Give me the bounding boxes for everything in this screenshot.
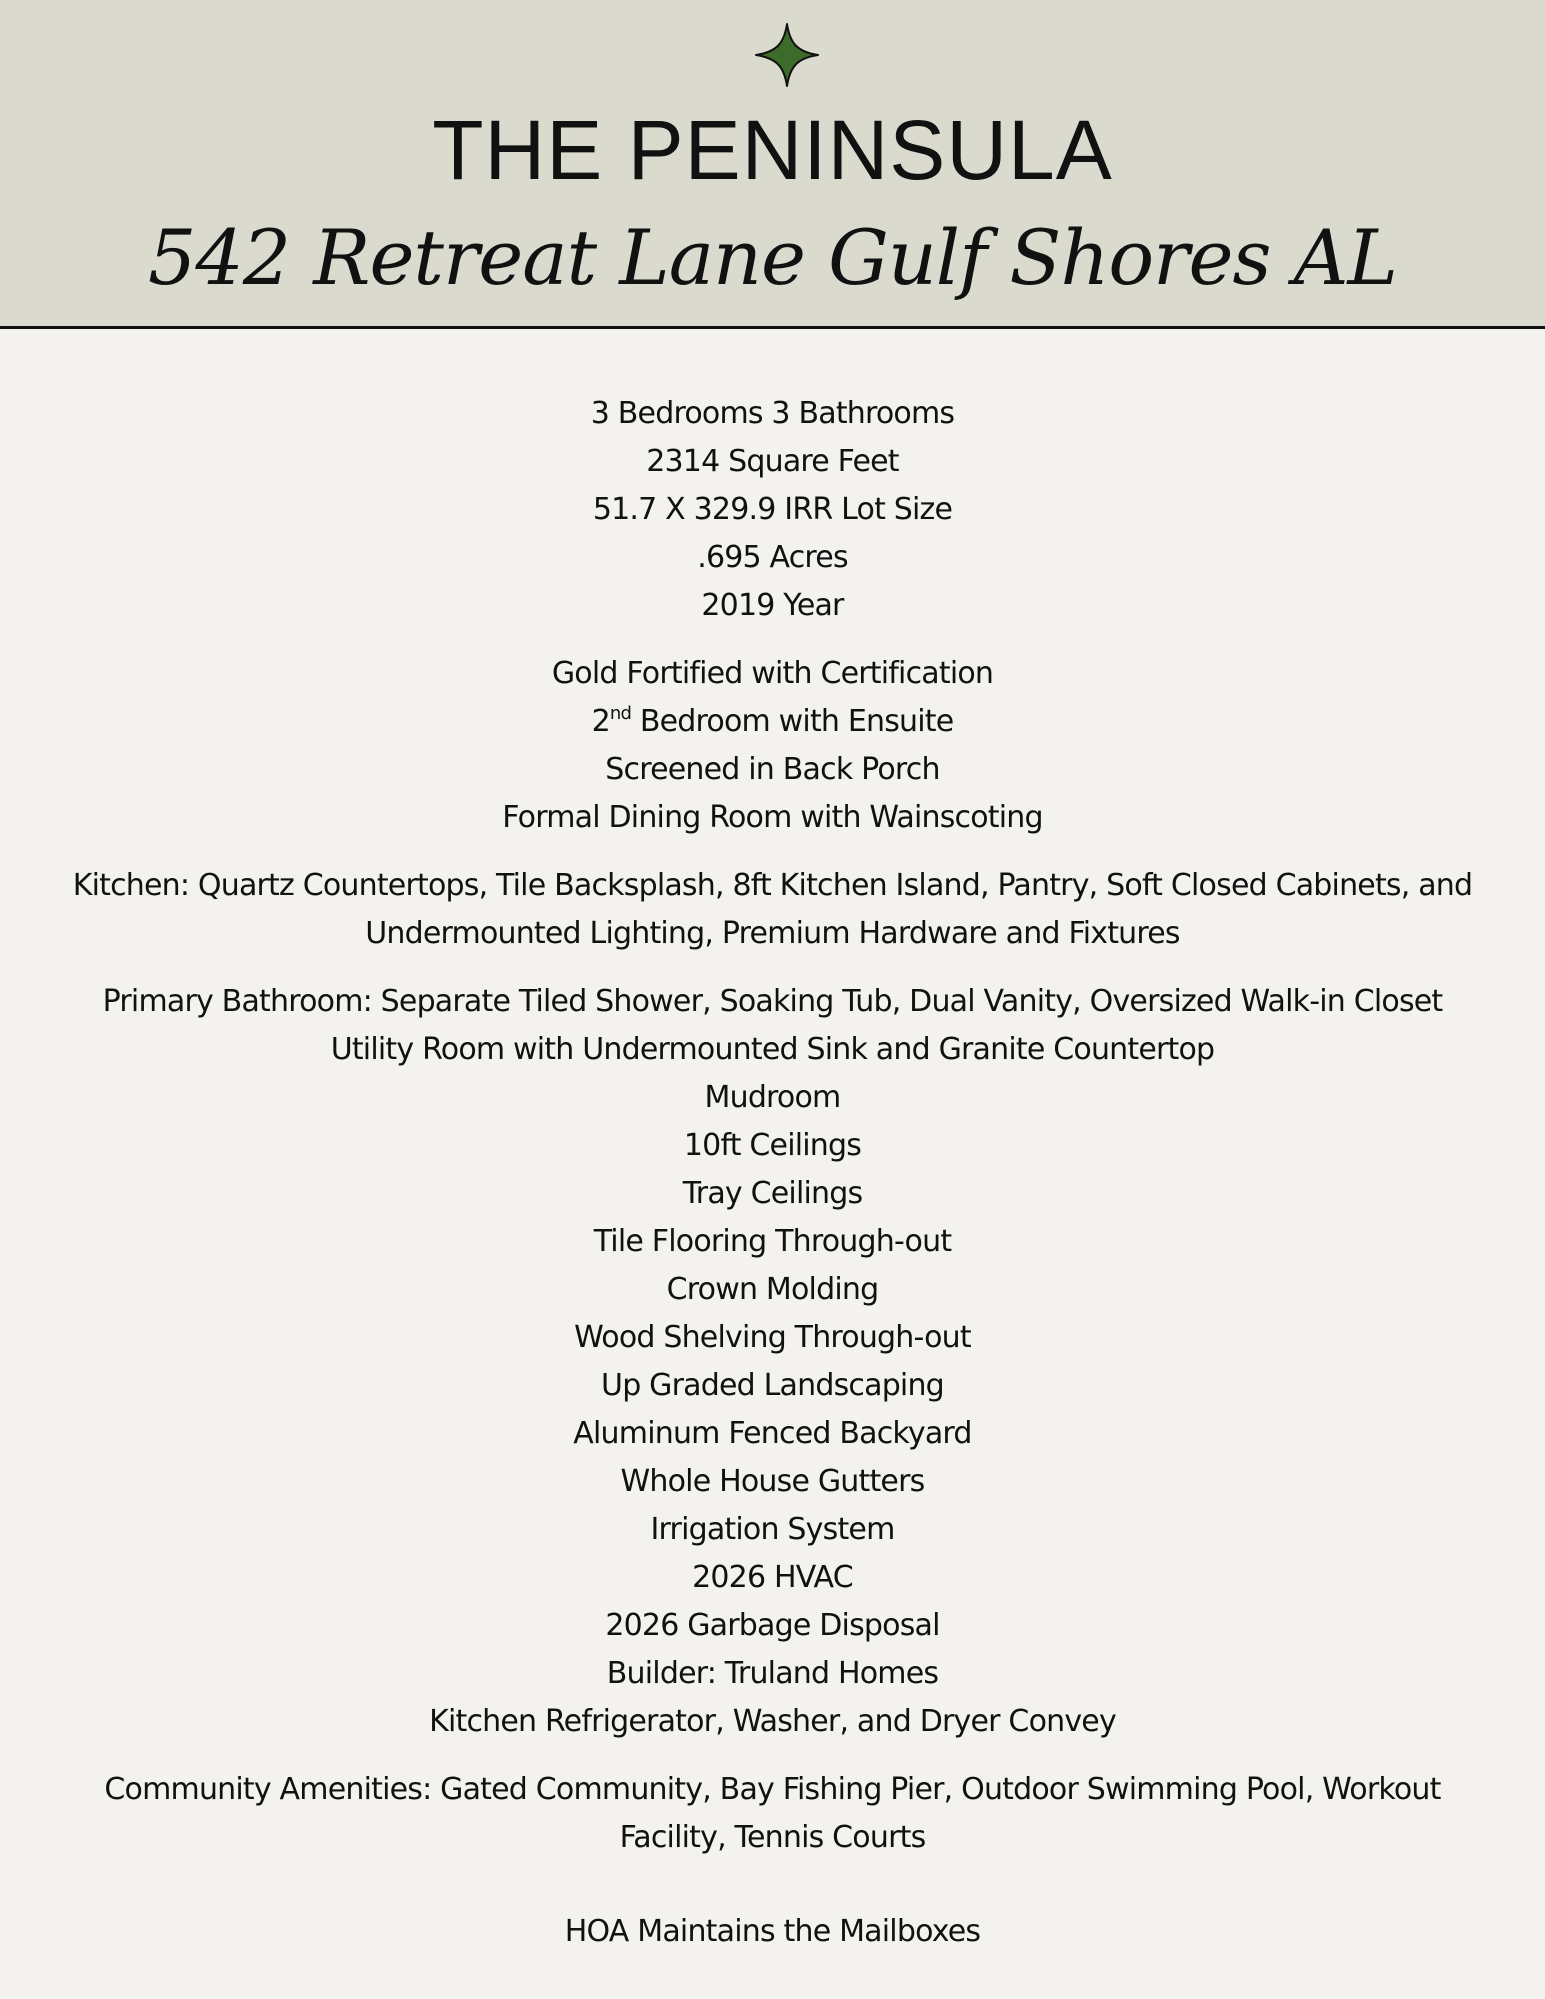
- feature-item: Primary Bathroom: Separate Tiled Shower, Soaking Tub, Dual Vanity, Oversized Walk-in Closet: [102, 984, 1443, 1019]
- spec-year: 2019 Year: [701, 588, 844, 623]
- feature-item: Tray Ceilings: [682, 1176, 863, 1211]
- feature-item: Irrigation System: [650, 1512, 895, 1547]
- listing-details: [60, 390, 1485, 1976]
- highlight-second-bedroom: [60, 698, 1485, 746]
- highlight-porch: Screened in Back Porch: [605, 752, 940, 787]
- bedroom-ordinal-suffix: nd: [609, 703, 632, 724]
- spec-bed-bath: 3 Bedrooms 3 Bathrooms: [590, 396, 955, 431]
- header-banner: [0, 0, 1545, 329]
- four-point-star-icon: [754, 22, 820, 88]
- feature-item: Kitchen Refrigerator, Washer, and Dryer Convey: [429, 1704, 1116, 1739]
- feature-item: Up Graded Landscaping: [601, 1368, 944, 1403]
- kitchen-features: Kitchen: Quartz Countertops, Tile Backsplash, 8ft Kitchen Island, Pantry, Soft Closed Cabinets, and Undermounted Lighting, Premium Hardware and Fixtures: [72, 868, 1473, 951]
- feature-item: Utility Room with Undermounted Sink and Granite Countertop: [330, 1032, 1215, 1067]
- feature-item: Tile Flooring Through-out: [593, 1224, 952, 1259]
- feature-item: Crown Molding: [666, 1272, 879, 1307]
- features-group: [60, 978, 1485, 1746]
- feature-item: Wood Shelving Through-out: [574, 1320, 971, 1355]
- feature-item: 2026 HVAC: [692, 1560, 853, 1595]
- spec-lot-size: 51.7 X 329.9 IRR Lot Size: [592, 492, 953, 527]
- feature-item: Builder: Truland Homes: [606, 1656, 939, 1691]
- feature-item: 2026 Garbage Disposal: [605, 1608, 940, 1643]
- highlight-dining: Formal Dining Room with Wainscoting: [502, 800, 1043, 835]
- spec-square-feet: 2314 Square Feet: [646, 444, 899, 479]
- feature-item: Aluminum Fenced Backyard: [573, 1416, 972, 1451]
- address-subtitle: 542 Retreat Lane Gulf Shores AL: [148, 213, 1397, 302]
- bedroom-text: Bedroom with Ensuite: [631, 704, 954, 739]
- amenities-group: [60, 1766, 1485, 1862]
- specs-group: [60, 390, 1485, 630]
- feature-item: Whole House Gutters: [620, 1464, 925, 1499]
- page-title: THE PENINSULA: [432, 103, 1113, 197]
- highlights-group: [60, 650, 1485, 842]
- hoa-note: HOA Maintains the Mailboxes: [564, 1914, 981, 1949]
- feature-item: 10ft Ceilings: [683, 1128, 862, 1163]
- community-amenities: Community Amenities: Gated Community, Bay Fishing Pier, Outdoor Swimming Pool, Workout Facility, Tennis Courts: [104, 1772, 1441, 1855]
- highlight-fortified: Gold Fortified with Certification: [551, 656, 994, 691]
- kitchen-group: [60, 862, 1485, 958]
- feature-item: Mudroom: [704, 1080, 841, 1115]
- bedroom-number: 2: [591, 704, 610, 739]
- spec-acres: .695 Acres: [697, 540, 848, 575]
- hoa-group: [60, 1908, 1485, 1956]
